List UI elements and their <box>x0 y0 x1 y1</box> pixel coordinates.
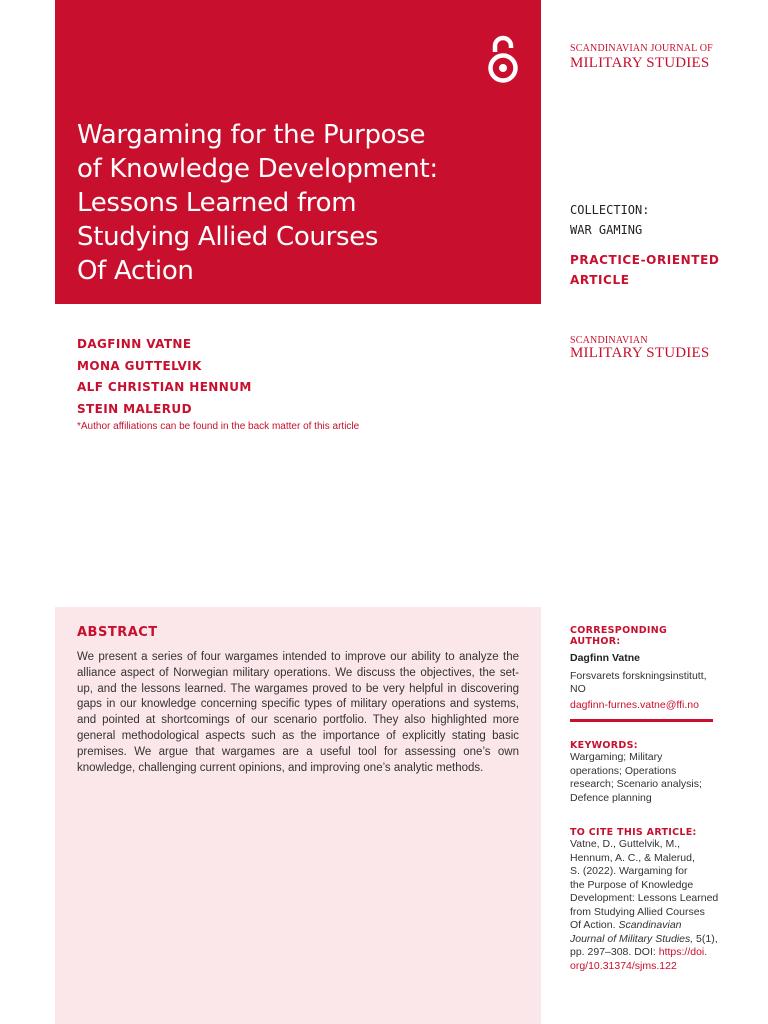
citation-volume: 5(1), <box>693 932 718 945</box>
corresponding-author-label: CORRESPONDING AUTHOR: <box>570 625 668 647</box>
keywords-line: operations; Operations <box>570 764 677 777</box>
keywords-line: research; Scenario analysis; <box>570 778 702 790</box>
journal-logo-line2: MILITARY STUDIES <box>570 345 710 361</box>
citation-line <box>570 933 720 947</box>
title-line: Of Action <box>77 256 194 286</box>
corresponding-author-country: NO <box>570 683 586 695</box>
author-name: ALF CHRISTIAN HENNUM <box>77 380 252 394</box>
journal-logo <box>570 336 709 361</box>
keywords <box>570 740 720 805</box>
collection-value: WAR GAMING <box>570 223 643 237</box>
author-name: STEIN MALERUD <box>77 401 192 416</box>
corresponding-author-name: Dagfinn Vatne <box>570 652 641 664</box>
author-name: MONA GUTTELVIK <box>77 358 202 373</box>
citation-pages: pp. 297–308. DOI: <box>570 946 659 958</box>
citation-label: TO CITE THIS ARTICLE: <box>570 827 697 838</box>
keywords-line: Wargaming; Military <box>570 751 663 763</box>
citation-text: Of Action. <box>570 919 619 931</box>
citation-line: Hennum, A. C., & Malerud, <box>570 851 695 864</box>
article-type-line: ARTICLE <box>570 273 630 287</box>
corresponding-author-affiliation: Forsvarets forskningsinstitutt, <box>570 669 707 682</box>
collection-label: COLLECTION: <box>570 203 650 217</box>
citation-line: from Studying Allied Courses <box>570 905 705 918</box>
collection <box>570 200 649 240</box>
open-access-icon <box>486 34 520 84</box>
article-title <box>77 118 517 288</box>
title-line: of Knowledge Development: <box>77 154 438 184</box>
abstract-heading: ABSTRACT <box>77 625 158 640</box>
citation-line <box>570 960 720 974</box>
title-line: Studying Allied Courses <box>77 222 379 252</box>
abstract-text: We present a series of four wargames intended to improve our ability to analyze the alliance aspect of Norwegian military operations. We discuss the objectives, the set-up, and the lessons learned. The wargames proved to be very helpful in discovering gaps in our knowledge concerning specific types of military operations and systems, and pointed at shortcomings of our scenario portfolio. They also highlighted more general methodological aspects such as the importance of explicitly stating basic premises. We argue that wargames are a useful tool for assessing one’s own knowledge, challenging current opinions, and improving one’s analytic methods. <box>77 651 519 774</box>
journal-name <box>570 44 713 71</box>
article-type-line: PRACTICE-ORIENTED <box>570 253 720 267</box>
journal-name-line2: MILITARY STUDIES <box>570 55 710 71</box>
citation-journal: Journal of Military Studies, <box>570 932 694 945</box>
citation-line: the Purpose of Knowledge <box>570 878 694 891</box>
journal-logo-line1: SCANDINAVIAN <box>570 335 648 346</box>
affiliation-note: *Author affiliations can be found in the back matter of this article <box>77 421 360 432</box>
keywords-label: KEYWORDS: <box>570 740 638 751</box>
citation-journal: Scandinavian <box>618 919 682 931</box>
journal-name-line1: SCANDINAVIAN JOURNAL OF <box>570 43 713 54</box>
keywords-line: Defence planning <box>570 791 652 804</box>
doi-link-continued[interactable]: org/10.31374/sjms.122 <box>570 959 677 972</box>
author-list <box>77 334 252 420</box>
corresponding-author-email-link[interactable]: dagfinn-furnes.vatne@ffi.no <box>570 698 699 711</box>
citation-line <box>570 919 720 933</box>
title-line: Lessons Learned from <box>77 188 357 218</box>
citation <box>570 827 720 973</box>
author-name: DAGFINN VATNE <box>77 337 192 351</box>
doi-link[interactable]: https://doi. <box>658 946 708 958</box>
citation-line: S. (2022). Wargaming for <box>570 865 688 877</box>
corresponding-author <box>570 625 720 712</box>
title-line: Wargaming for the Purpose <box>77 120 426 150</box>
citation-line: Vatne, D., Guttelvik, M., <box>570 838 681 850</box>
citation-line: Development: Lessons Learned <box>570 892 719 904</box>
article-type <box>570 250 719 290</box>
section-divider <box>570 719 713 722</box>
citation-line <box>570 946 720 960</box>
